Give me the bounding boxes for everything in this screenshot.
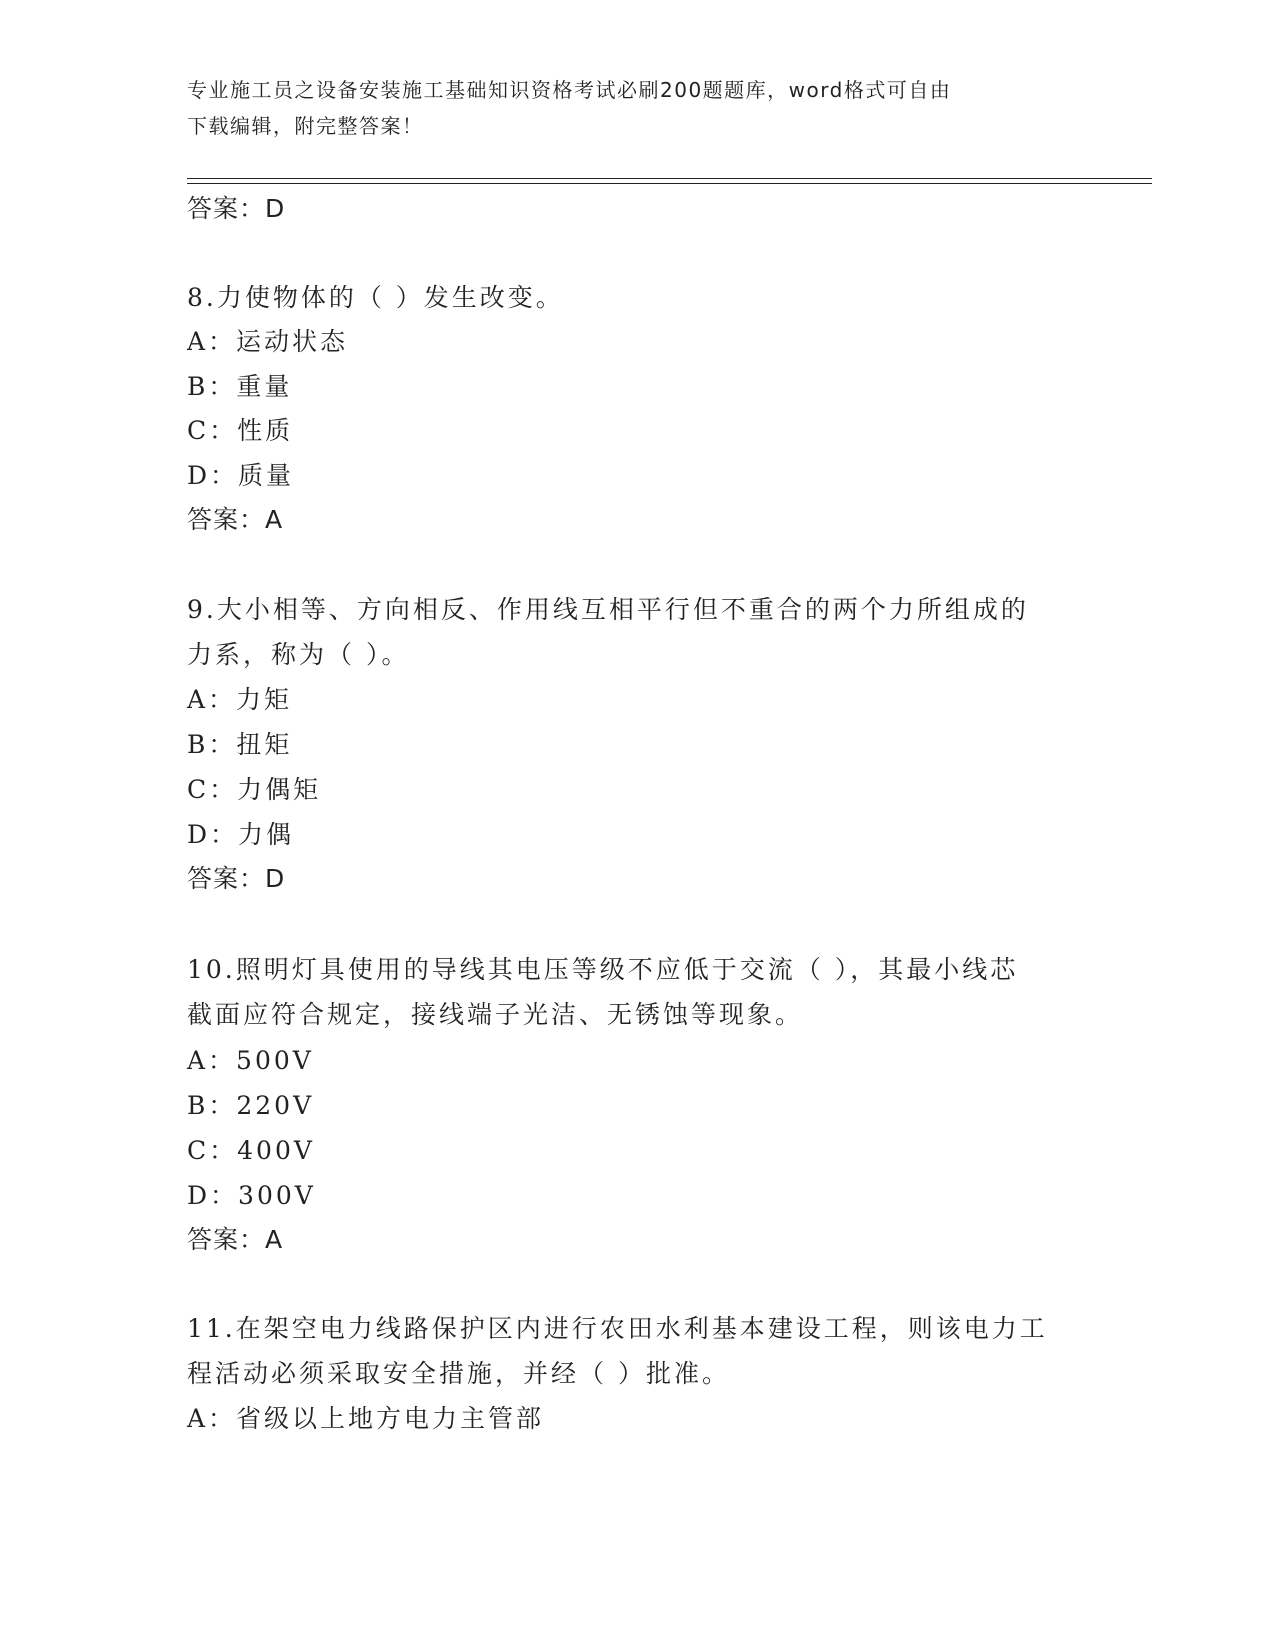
- question-10-option-d: D：300V: [187, 1181, 316, 1210]
- previous-answer: 答案：D: [187, 194, 286, 223]
- question-9-stem-line-2: 力系，称为（ ）。: [187, 640, 410, 669]
- question-8-stem: 8.力使物体的（ ）发生改变。: [187, 283, 564, 312]
- question-9-answer: 答案：D: [187, 864, 286, 893]
- header-line-2: 下载编辑，附完整答案！: [187, 114, 424, 138]
- question-8-option-a: A：运动状态: [187, 327, 349, 356]
- question-10-option-b: B：220V: [187, 1091, 315, 1120]
- header-divider-top: [187, 178, 1152, 179]
- question-11-stem-line-1: 11.在架空电力线路保护区内进行农田水利基本建设工程，则该电力工: [187, 1314, 1048, 1343]
- question-8-option-b: B：重量: [187, 372, 293, 401]
- question-9-option-d: D：力偶: [187, 820, 295, 849]
- question-10-option-a: A：500V: [187, 1046, 314, 1075]
- question-9-stem-line-1: 9.大小相等、方向相反、作用线互相平行但不重合的两个力所组成的: [187, 595, 1029, 624]
- question-8-answer: 答案：A: [187, 505, 284, 534]
- header-line-1: 专业施工员之设备安装施工基础知识资格考试必刷200题题库，word格式可自由: [187, 78, 952, 102]
- question-9-option-b: B：扭矩: [187, 730, 293, 759]
- question-8-option-c: C：性质: [187, 416, 294, 445]
- question-10-stem-line-2: 截面应符合规定，接线端子光洁、无锈蚀等现象。: [187, 1000, 804, 1029]
- question-10-stem-line-1: 10.照明灯具使用的导线其电压等级不应低于交流（ ），其最小线芯: [187, 955, 1019, 984]
- question-9-option-a: A：力矩: [187, 685, 293, 714]
- question-11-stem-line-2: 程活动必须采取安全措施，并经（ ）批准。: [187, 1359, 730, 1388]
- question-10-answer: 答案：A: [187, 1225, 284, 1254]
- question-9-option-c: C：力偶矩: [187, 775, 322, 804]
- header-divider-bottom: [187, 183, 1152, 184]
- question-10-option-c: C：400V: [187, 1136, 315, 1165]
- question-11-option-a: A：省级以上地方电力主管部: [187, 1404, 545, 1433]
- document-header: [187, 72, 1067, 144]
- question-8-option-d: D：质量: [187, 461, 295, 490]
